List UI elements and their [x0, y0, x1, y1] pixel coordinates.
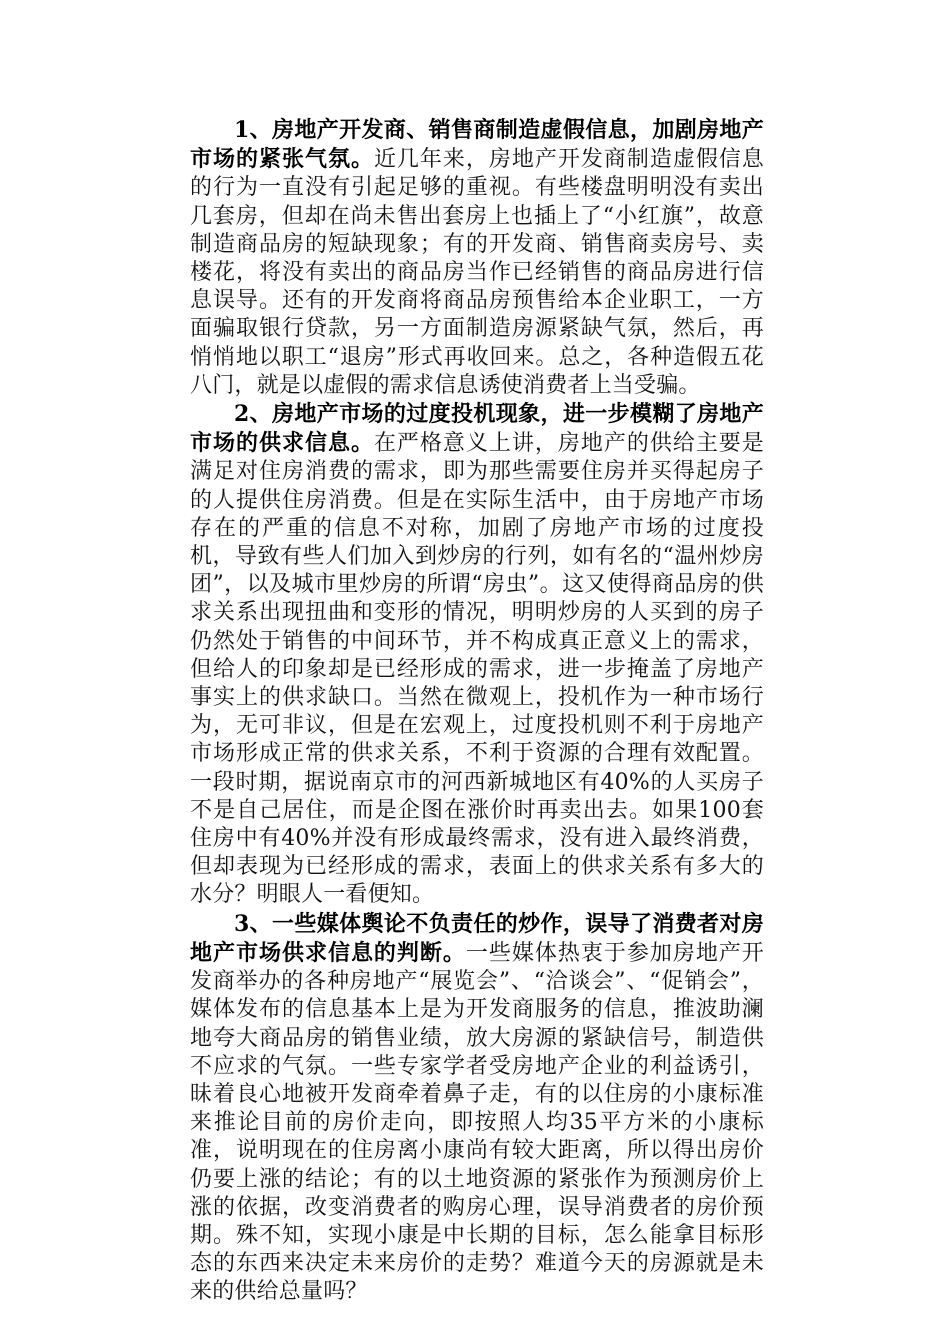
paragraph-1-text: 近几年来，房地产开发商制造虚假信息的行为一直没有引起足够的重视。有些楼盘明明没有卖出几套房，但却在尚未售出套房上也插上了“小红旗”，故意制造商品房的短缺现象；有的开发商、销售商卖房号、卖楼花，将没有卖出的商品房当作已经销售的商品房进行信息误导。还有的开发商将商品房预售给本企业职工，一方面骗取银行贷款，另一方面制造房源紧缺气氛，然后，再悄悄地以职工“退房”形式再收回来。总之，各种造假五花八门，就是以虚假的需求信息诱使消费者上当受骗。 [190, 147, 764, 398]
paragraph-2-text: 在严格意义上讲，房地产的供给主要是满足对住房消费的需求，即为那些需要住房并买得起房子的人提供住房消费。但是在实际生活中，由于房地产市场存在的严重的信息不对称，加剧了房地产市场的过度投机，导致有些人们加入到炒房的行列，如有名的“温州炒房团”，以及城市里炒房的所谓“房虫”。这又使得商品房的供求关系出现扭曲和变形的情况，明明炒房的人买到的房子仍然处于销售的中间环节，并不构成真正意义上的需求，但给人的印象却是已经形成的需求，进一步掩盖了房地产事实上的供求缺口。当然在微观上，投机作为一种市场行为，无可非议，但是在宏观上，过度投机则不利于房地产市场形成正常的供求关系，不利于资源的合理有效配置。一段时期，据说南京市的河西新城地区有40%的人买房子不是自己居住，而是企图在涨价时再卖出去。如果100套住房中有40%并没有形成最终需求，没有进入最终消费，但却表现为已经形成的需求，表面上的供求关系有多大的水分？明眼人一看便知。 [190, 431, 764, 908]
document-body [190, 116, 764, 1307]
paragraph-2 [190, 400, 764, 910]
paragraph-3-text: 一些媒体热衷于参加房地产开发商举办的各种房地产“展览会”、“洽谈会”、“促销会”，媒体发布的信息基本上是为开发商服务的信息，推波助澜地夸大商品房的销售业绩，放大房源的紧缺信号，制造供不应求的气氛。一些专家学者受房地产企业的利益诱引，昧着良心地被开发商牵着鼻子走，有的以住房的小康标准来推论目前的房价走向，即按照人均35平方米的小康标准，说明现在的住房离小康尚有较大距离，所以得出房价仍要上涨的结论；有的以土地资源的紧张作为预测房价上涨的依据，改变消费者的购房心理，误导消费者的房价预期。殊不知，实现小康是中长期的目标，怎么能拿目标形态的东西来决定未来房价的走势？难道今天的房源就是未来的供给总量吗？ [190, 940, 764, 1305]
paragraph-3-heading: 3、一些媒体舆论不负责任的炒作，误导了消费者对房地产市场供求信息的判断。 [190, 910, 764, 966]
paragraph-1 [190, 116, 764, 400]
paragraph-2-heading: 2、房地产市场的过度投机现象，进一步模糊了房地产市场的供求信息。 [190, 401, 764, 457]
paragraph-1-heading: 1、房地产开发商、销售商制造虚假信息，加剧房地产市场的紧张气氛。 [190, 117, 764, 173]
paragraph-3 [190, 910, 764, 1307]
